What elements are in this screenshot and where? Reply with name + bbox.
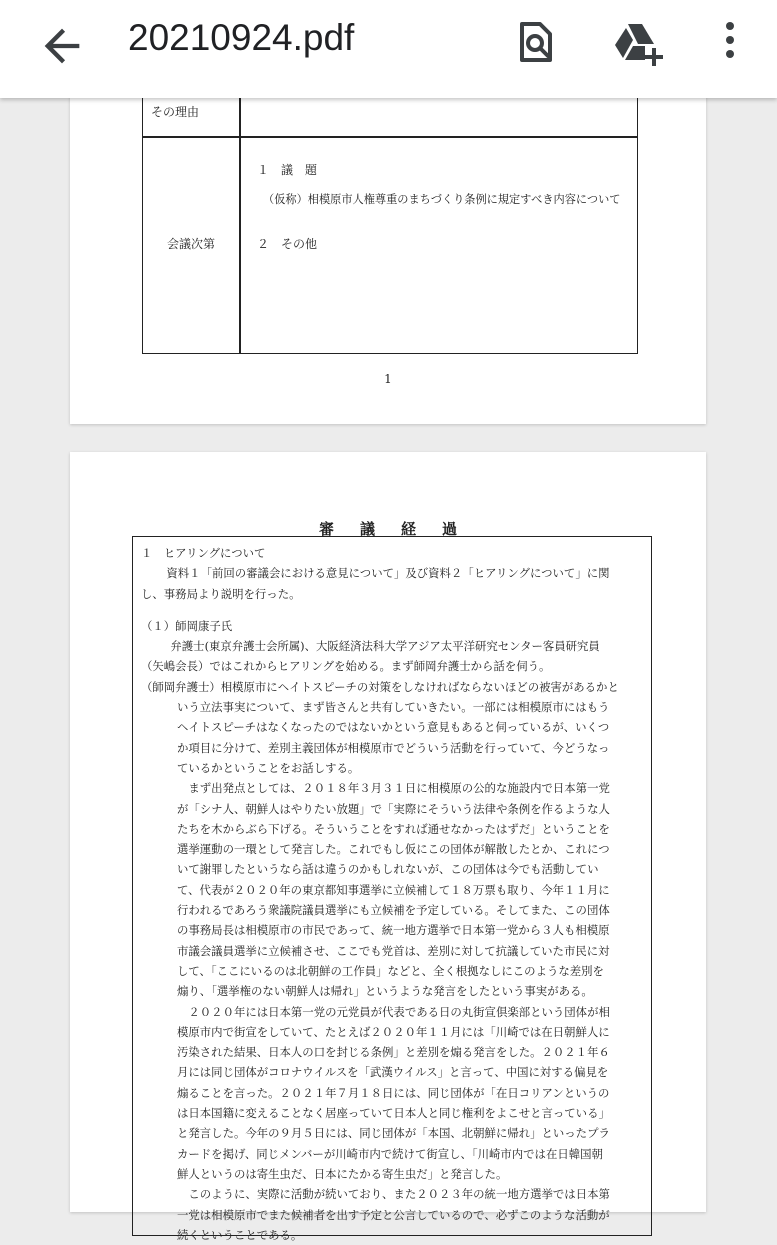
agenda-item-2: ２ その他 bbox=[257, 237, 318, 251]
text-line: が「シナ人、朝鮮人はやりたい放題」で「実際にそういう法律や条例を作るような人 bbox=[177, 801, 610, 816]
text-line: いて謝罪したというなら話は違うのかもしれないが、この団体は今でも活動してい bbox=[177, 862, 599, 877]
text-line: （１）師岡康子氏 bbox=[141, 618, 233, 633]
text-line: 市議会議員選挙に立候補させ、ここでも党首は、差別に対して抗議していた市民に対 bbox=[177, 943, 610, 958]
arrow-back-icon bbox=[36, 20, 88, 72]
file-title: 20210924.pdf bbox=[128, 17, 355, 58]
text-line: 月には同じ団体がコロナウイルスを「武漢ウイルス」と言って、中国に対する偏見を bbox=[177, 1065, 609, 1080]
text-line: ヘイトスピーチはなくなったのではないかという意見もあると伺っているが、いくつ bbox=[177, 720, 610, 735]
page-heading: 審議経過 bbox=[318, 520, 483, 538]
table-divider bbox=[239, 56, 241, 353]
agenda-label: 会議次第 bbox=[166, 237, 215, 251]
agenda-item-1-detail: （仮称）相模原市人権尊重のまちづくり条例に規定すべき内容について bbox=[263, 193, 621, 206]
text-line: 弁護士(東京弁護士会所属)、大阪経済法科大学アジア太平洋研究センター客員研究員 bbox=[159, 639, 600, 654]
text-line: 煽ることを言った。２０２１年７月１８日には、同じ団体が「在日コリアンというの bbox=[177, 1085, 610, 1100]
text-line: 一党は相模原市でまた候補者を出す予定と公言しているので、必ずこのような活動が bbox=[177, 1207, 610, 1222]
spacer bbox=[141, 604, 645, 616]
more-vert-icon bbox=[710, 16, 750, 68]
text-line: して、「ここにいるのは北朝鮮の工作員」などと、全く根拠なしにこのような差別を bbox=[177, 963, 604, 978]
reason-label-line2: その理由 bbox=[151, 105, 200, 119]
text-line: カードを掲げ、同じメンバーが川崎市内で続けて街宣し、「川崎市内では在日韓国朝 bbox=[177, 1146, 603, 1161]
back-button[interactable] bbox=[36, 20, 88, 72]
app-bar bbox=[0, 0, 777, 98]
find-in-document-button[interactable] bbox=[510, 16, 562, 68]
text-line: 汚染された結果、日本人の口を封じる条例」と差別を煽る発言をした。２０２１年６ bbox=[177, 1045, 610, 1060]
text-line: （矢嶋会長）ではこれからヒアリングを始める。まず師岡弁護士から話を伺う。 bbox=[141, 659, 551, 674]
text-line: このように、実際に活動が続いており、また２０２３年の統一地方選挙では日本第 bbox=[177, 1187, 610, 1202]
text-line: ２０２０年には日本第一党の元党員が代表である日の丸街宣倶楽部という団体が相 bbox=[177, 1004, 610, 1019]
text-line: て、代表が２０２０年の東京都知事選挙に立候補して１８万票も取り、今年１１月に bbox=[177, 882, 610, 897]
text-line: 煽り、「選挙権のない朝鮮人は帰れ」というような発言をしたという事実がある。 bbox=[177, 984, 593, 999]
text-line: まず出発点としては、２０１８年３月３１日に相模原の公的な施設内で日本第一党 bbox=[177, 781, 610, 796]
pdf-page-2 bbox=[70, 452, 706, 1242]
deliberation-text bbox=[141, 543, 645, 1245]
deliberation-box bbox=[132, 536, 652, 1242]
more-options-button[interactable] bbox=[710, 16, 750, 68]
text-line: 模原市内で街宣をしていて、たとえば２０２０年１１月には「川崎では在日朝鮮人に bbox=[177, 1024, 610, 1039]
text-line: （師岡弁護士）相模原市にヘイトスピーチの対策をしなければならないほどの被害があるかと bbox=[141, 679, 619, 694]
text-line: か項目に分けて、差別主義団体が相模原市でどういう活動を行っていて、今どうなっ bbox=[177, 740, 610, 755]
agenda-table bbox=[142, 56, 638, 354]
text-line: 行われるであろう衆議院議員選挙にも立候補を予定している。そしてまた、この団体 bbox=[177, 903, 610, 918]
page-number: 1 bbox=[384, 372, 392, 386]
text-line: は日本国籍に変えることなく居座っていて日本人と同じ権利をよこせと言っている」 bbox=[177, 1106, 610, 1121]
table-divider bbox=[143, 136, 637, 138]
text-line: 続くということである。 bbox=[177, 1227, 303, 1242]
find-in-document-icon bbox=[510, 16, 562, 68]
pdf-page-1 bbox=[70, 60, 706, 424]
text-line: 資料１「前回の審議会における意見について」及び資料２「ヒアリングについて」に関 bbox=[155, 566, 610, 581]
text-line: 選挙運動の一環として発言した。これでもし仮にこの団体が解散したとか、これにつ bbox=[177, 842, 610, 857]
text-line: 鮮人というのは寄生虫だ、日本にたかる寄生虫だ」と発言した。 bbox=[177, 1166, 508, 1181]
text-line: し、事務局より説明を行った。 bbox=[141, 586, 301, 601]
text-line: ているかということをお話しする。 bbox=[177, 760, 360, 775]
agenda-item-1: １ 議 題 bbox=[257, 163, 318, 177]
text-line: の事務局長は相模原市の市民であって、統一地方選挙で日本第一党から３人も相模原 bbox=[177, 923, 610, 938]
add-to-drive-icon bbox=[610, 16, 666, 68]
text-line: いう立法事実について、まず皆さんと共有していきたい。一部には相模原市にはもう bbox=[177, 700, 610, 715]
text-line: たちを木からぶら下げる。そういうことをすれば通せなかったはずだ」ということを bbox=[177, 821, 610, 836]
text-line: １ ヒアリングについて bbox=[141, 546, 266, 560]
text-line: と発言した。今年の９月５日には、同じ団体が「本国、北朝鮮に帰れ」といったプラ bbox=[177, 1126, 610, 1141]
add-to-drive-button[interactable] bbox=[610, 16, 666, 68]
